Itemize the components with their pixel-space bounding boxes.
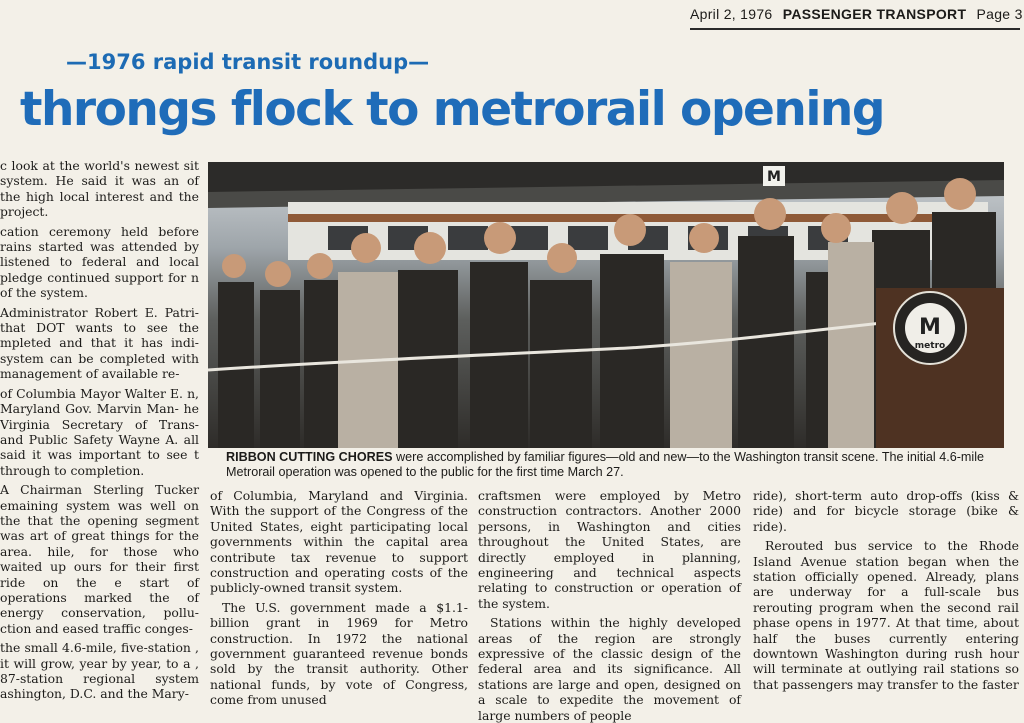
paragraph: cation ceremony held before rains started was attended by listened to federal and local pledge continued support for n of the system. bbox=[0, 223, 199, 301]
caption-text: were accomplished by familiar figures—old and new—to the Washington transit scene. The initial 4.6-mile Metrorail operation was opened to the public for the first time March 27. bbox=[226, 450, 985, 479]
ribbon-cutting-photo bbox=[208, 162, 1004, 448]
paragraph: Administrator Robert E. Patri- that DOT wants to see the mpleted and that it has indi- system can be completed with management of available re- bbox=[0, 304, 199, 382]
caption-lead: RIBBON CUTTING CHORES bbox=[226, 450, 393, 464]
paragraph: craftsmen were employed by Metro construction contractors. Another 2000 persons, in Washington and cities throughout the United States, are directly employed in planning, engineering and technical aspects relating to construction or operation of the system. bbox=[478, 488, 741, 611]
seal-letter: M bbox=[919, 315, 941, 340]
article-column-1 bbox=[0, 158, 199, 702]
paragraph: A Chairman Sterling Tucker emaining system was well on the that the opening segment was art of great things for the area. hile, for those who waited up ours for their first ride on the e start of operations marked the of energy conservation, pollu- ction and eased traffic conges- bbox=[0, 482, 199, 636]
article-column-3 bbox=[478, 488, 741, 723]
article-column-4 bbox=[753, 488, 1019, 692]
paragraph: c look at the world's newest sit system. He said it was an of the high local interest and the project. bbox=[0, 158, 199, 220]
publication-name: PASSENGER TRANSPORT bbox=[782, 6, 967, 22]
photo-caption bbox=[226, 450, 1016, 480]
masthead bbox=[690, 6, 1023, 30]
paragraph: ride), short-term auto drop-offs (kiss & ride) and for bicycle storage (bike & ride). bbox=[753, 488, 1019, 534]
article-column-2 bbox=[210, 488, 468, 708]
issue-date: April 2, 1976 bbox=[690, 6, 773, 22]
paragraph: Stations within the highly developed areas of the region are strongly expressive of the classic design of the federal area and its significance. All stations are large and open, designed on a scale to expedite the movement of large numbers of people bbox=[478, 615, 741, 723]
kicker: —1976 rapid transit roundup— bbox=[66, 50, 430, 74]
paragraph: Rerouted bus service to the Rhode Island Avenue station began when the station officially opened. Already, plans are underway for a full-scale bus rerouting program when the second rail phase opens in 1977. At that time, about half the buses currently entering downtown Washington during rush hour will terminate at outlying rail stations so that passengers may transfer to the faster bbox=[753, 538, 1019, 692]
paragraph: of Columbia Mayor Walter E. n, Maryland Gov. Marvin Man- he Virginia Secretary of Trans- and Public Safety Wayne A. all said it was important to see t through to completion. bbox=[0, 385, 199, 478]
seal-word: metro bbox=[914, 341, 946, 351]
train-marker: M bbox=[767, 169, 781, 185]
headline: throngs flock to metrorail opening bbox=[20, 82, 885, 137]
page-number: Page 3 bbox=[976, 6, 1023, 22]
paragraph: the small 4.6-mile, five-station , it will grow, year by year, to a , 87-station regional system ashington, D.C. and the Mary- bbox=[0, 640, 199, 702]
paragraph: The U.S. government made a $1.1-billion grant in 1969 for Metro construction. In 1972 the national government guaranteed revenue bonds sold by the transit authority. Other national funds, by vote of Congress, come from unused bbox=[210, 599, 468, 708]
paragraph: of Columbia, Maryland and Virginia. With the support of the Congress of the United States, eight participating local governments within the capital area contribute tax revenue to support construction and operating costs of the publicly-owned transit system. bbox=[210, 488, 468, 596]
